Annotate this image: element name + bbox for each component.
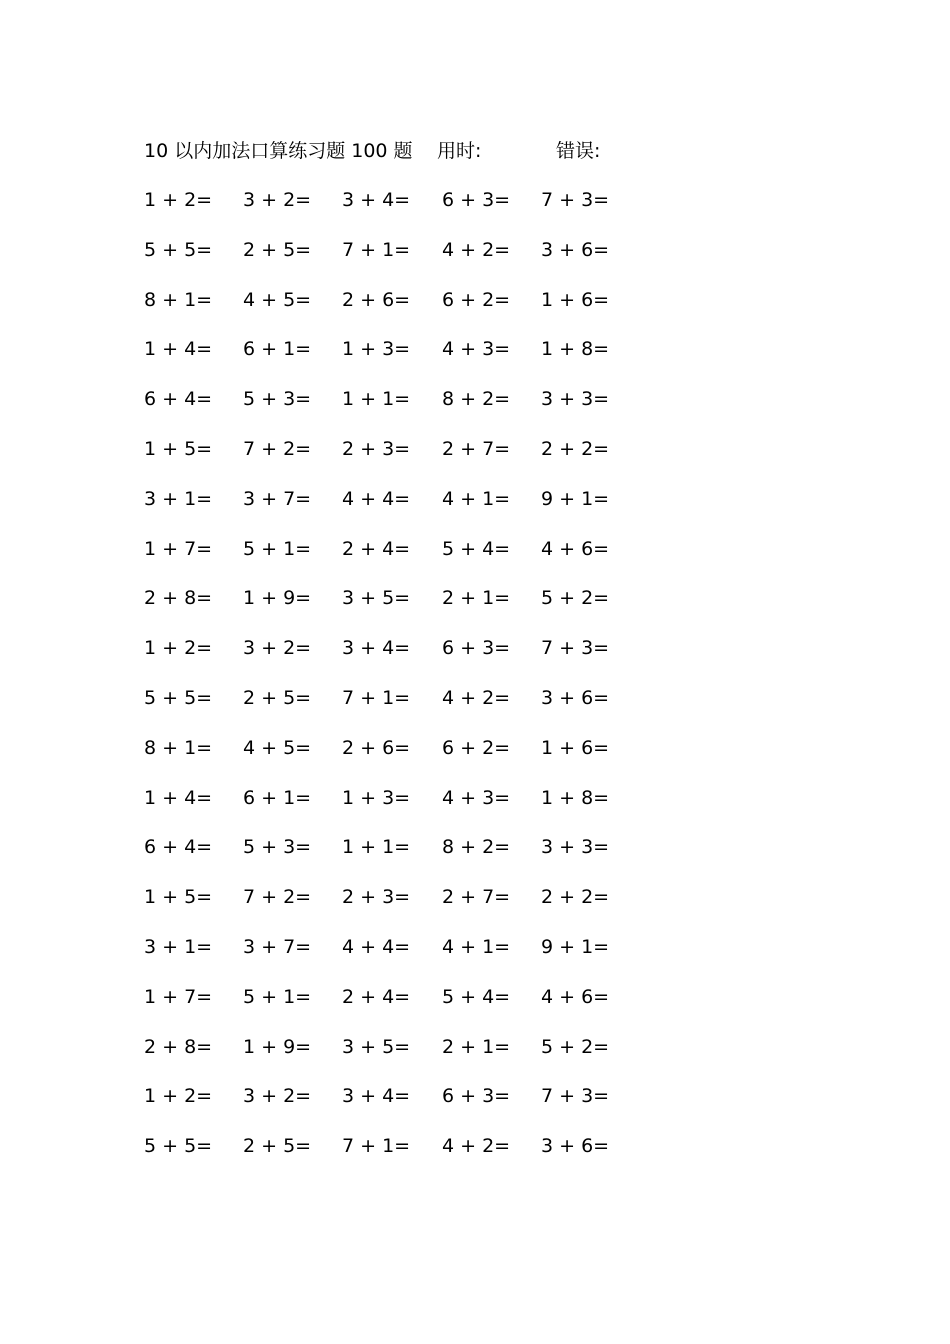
addition-problem: 8 + 2= [442, 388, 511, 411]
addition-problem: 1 + 5= [144, 886, 213, 909]
addition-problem: 1 + 9= [243, 1035, 312, 1058]
addition-problem: 6 + 3= [442, 189, 511, 211]
addition-problem: 4 + 5= [243, 736, 312, 759]
problem-row [144, 633, 644, 683]
addition-problem: 3 + 6= [541, 1135, 610, 1158]
addition-problem: 5 + 4= [442, 985, 511, 1008]
addition-problem: 8 + 2= [442, 836, 511, 859]
addition-problem: 3 + 1= [144, 935, 213, 958]
addition-problem: 3 + 7= [243, 487, 312, 510]
addition-problem: 3 + 5= [342, 1035, 411, 1058]
addition-problem: 4 + 2= [442, 1135, 511, 1158]
addition-problem: 7 + 2= [243, 437, 312, 460]
addition-problem: 2 + 5= [243, 238, 312, 261]
addition-problem: 5 + 1= [243, 985, 312, 1008]
addition-problem: 6 + 4= [144, 836, 213, 859]
addition-problem: 5 + 1= [243, 537, 312, 560]
addition-problem: 3 + 6= [541, 238, 610, 261]
worksheet-title: 10 以内加法口算练习题 100 题 [144, 140, 413, 162]
addition-problem: 1 + 4= [144, 786, 213, 809]
addition-problem: 5 + 5= [144, 238, 213, 261]
addition-problem: 1 + 5= [144, 437, 213, 460]
addition-problem: 3 + 3= [541, 388, 610, 411]
addition-problem: 1 + 7= [144, 985, 213, 1008]
addition-problem: 2 + 5= [243, 686, 312, 709]
addition-problem: 7 + 3= [541, 189, 610, 211]
addition-problem: 4 + 3= [442, 338, 511, 361]
addition-problem: 1 + 1= [342, 388, 411, 411]
addition-problem: 7 + 2= [243, 886, 312, 909]
addition-problem: 7 + 1= [342, 238, 411, 261]
problem-row [144, 733, 644, 783]
addition-problem: 7 + 3= [541, 1085, 610, 1108]
addition-problem: 5 + 4= [442, 537, 511, 560]
addition-problem: 2 + 1= [442, 587, 511, 610]
problem-row [144, 932, 644, 982]
addition-problem: 6 + 3= [442, 1085, 511, 1108]
addition-problem: 3 + 5= [342, 587, 411, 610]
problem-row [144, 285, 644, 335]
addition-problem: 1 + 8= [541, 338, 610, 361]
addition-problem: 1 + 2= [144, 189, 213, 211]
addition-problem: 4 + 4= [342, 487, 411, 510]
addition-problem: 1 + 2= [144, 637, 213, 660]
addition-problem: 2 + 2= [541, 886, 610, 909]
addition-problem: 5 + 5= [144, 1135, 213, 1158]
time-used-label: 用时: [437, 140, 482, 162]
addition-problem: 1 + 8= [541, 786, 610, 809]
addition-problem: 7 + 3= [541, 637, 610, 660]
worksheet-header [144, 136, 644, 166]
addition-problem: 8 + 1= [144, 736, 213, 759]
addition-problem: 1 + 6= [541, 288, 610, 311]
problem-row [144, 185, 644, 235]
addition-problem: 4 + 6= [541, 985, 610, 1008]
addition-problem: 4 + 3= [442, 786, 511, 809]
addition-problem: 3 + 2= [243, 637, 312, 660]
addition-problem: 5 + 5= [144, 686, 213, 709]
addition-problem: 8 + 1= [144, 288, 213, 311]
problem-row [144, 1081, 644, 1131]
error-count-label: 错误: [556, 140, 601, 162]
addition-problem: 6 + 2= [442, 288, 511, 311]
addition-problem: 1 + 3= [342, 338, 411, 361]
problem-row [144, 882, 644, 932]
addition-problem: 3 + 4= [342, 189, 411, 211]
problem-row [144, 235, 644, 285]
addition-problem: 1 + 4= [144, 338, 213, 361]
addition-problem: 1 + 1= [342, 836, 411, 859]
addition-problem: 1 + 2= [144, 1085, 213, 1108]
problem-row [144, 434, 644, 484]
problem-row [144, 484, 644, 534]
addition-problem: 5 + 3= [243, 836, 312, 859]
problem-row [144, 583, 644, 633]
addition-problem: 3 + 2= [243, 189, 312, 211]
addition-problem: 7 + 1= [342, 1135, 411, 1158]
addition-problem: 1 + 7= [144, 537, 213, 560]
addition-problem: 6 + 4= [144, 388, 213, 411]
addition-problem: 2 + 8= [144, 1035, 213, 1058]
problem-row [144, 1032, 644, 1082]
addition-problem: 6 + 1= [243, 786, 312, 809]
addition-problem: 2 + 8= [144, 587, 213, 610]
addition-problem: 2 + 3= [342, 437, 411, 460]
addition-problem: 6 + 2= [442, 736, 511, 759]
addition-problem: 4 + 4= [342, 935, 411, 958]
problem-row [144, 534, 644, 584]
addition-problem: 2 + 6= [342, 288, 411, 311]
problem-row [144, 1131, 644, 1181]
addition-problem: 1 + 3= [342, 786, 411, 809]
addition-problem: 3 + 2= [243, 1085, 312, 1108]
addition-problem: 4 + 2= [442, 686, 511, 709]
addition-problem: 3 + 3= [541, 836, 610, 859]
addition-problem: 3 + 4= [342, 637, 411, 660]
addition-problem: 5 + 2= [541, 1035, 610, 1058]
problem-row [144, 783, 644, 833]
addition-problem: 3 + 1= [144, 487, 213, 510]
addition-problem: 1 + 9= [243, 587, 312, 610]
addition-problem: 4 + 1= [442, 487, 511, 510]
addition-problem: 2 + 4= [342, 985, 411, 1008]
problem-row [144, 683, 644, 733]
problem-grid [144, 185, 644, 1181]
addition-problem: 4 + 1= [442, 935, 511, 958]
addition-problem: 2 + 6= [342, 736, 411, 759]
addition-problem: 3 + 6= [541, 686, 610, 709]
problem-row [144, 982, 644, 1032]
addition-problem: 4 + 2= [442, 238, 511, 261]
addition-problem: 5 + 3= [243, 388, 312, 411]
addition-problem: 2 + 3= [342, 886, 411, 909]
addition-problem: 3 + 7= [243, 935, 312, 958]
addition-problem: 6 + 1= [243, 338, 312, 361]
addition-problem: 1 + 6= [541, 736, 610, 759]
addition-problem: 9 + 1= [541, 487, 610, 510]
addition-problem: 4 + 6= [541, 537, 610, 560]
addition-problem: 2 + 7= [442, 437, 511, 460]
addition-problem: 2 + 4= [342, 537, 411, 560]
addition-problem: 7 + 1= [342, 686, 411, 709]
addition-problem: 5 + 2= [541, 587, 610, 610]
addition-problem: 2 + 2= [541, 437, 610, 460]
addition-problem: 2 + 5= [243, 1135, 312, 1158]
problem-row [144, 832, 644, 882]
addition-problem: 2 + 1= [442, 1035, 511, 1058]
addition-problem: 3 + 4= [342, 1085, 411, 1108]
problem-row [144, 334, 644, 384]
addition-problem: 4 + 5= [243, 288, 312, 311]
addition-problem: 9 + 1= [541, 935, 610, 958]
addition-problem: 2 + 7= [442, 886, 511, 909]
problem-row [144, 384, 644, 434]
addition-problem: 6 + 3= [442, 637, 511, 660]
